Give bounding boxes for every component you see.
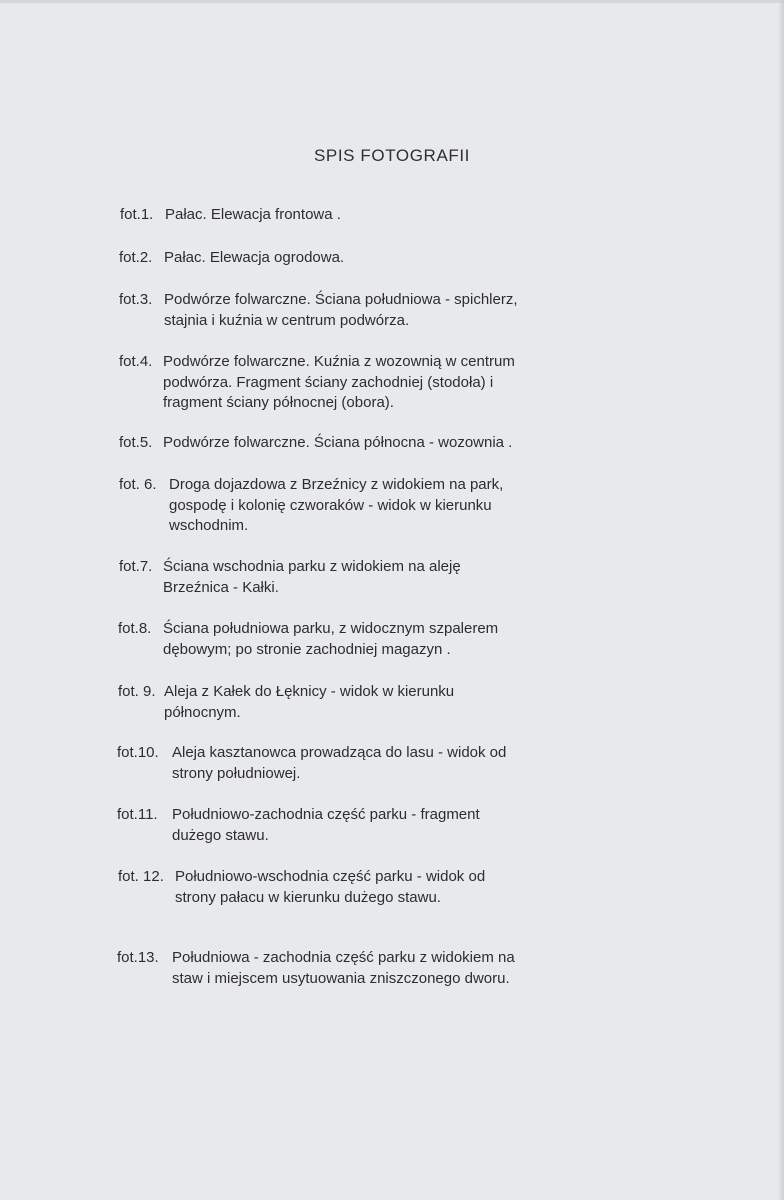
photo-number: fot. 6. bbox=[119, 476, 157, 493]
photo-number: fot.11. bbox=[117, 806, 158, 823]
photo-caption-line: Ściana wschodnia parku z widokiem na aleję bbox=[163, 558, 461, 575]
photo-caption-line: Brzeźnica - Kałki. bbox=[163, 578, 279, 596]
photo-caption-line: staw i miejscem usytuowania zniszczonego dworu. bbox=[172, 969, 510, 987]
photo-caption-line: dębowym; po stronie zachodniej magazyn . bbox=[163, 640, 451, 658]
photo-number: fot.1. bbox=[120, 206, 154, 223]
photo-caption-line: Południowa - zachodnia część parku z widokiem na bbox=[172, 949, 515, 966]
photo-caption-line: strony południowej. bbox=[172, 764, 301, 782]
photo-caption-line: gospodę i kolonię czworaków - widok w kierunku bbox=[169, 496, 492, 514]
page-top-edge bbox=[0, 0, 784, 3]
photo-caption-line: Podwórze folwarczne. Ściana południowa - spichlerz, bbox=[164, 291, 518, 308]
photo-caption-line: Aleja z Kałek do Łęknicy - widok w kierunku bbox=[164, 683, 455, 700]
photo-caption-line: podwórza. Fragment ściany zachodniej (stodoła) i bbox=[163, 373, 494, 391]
page-title: SPIS FOTOGRAFII bbox=[313, 146, 471, 165]
photo-number: fot.3. bbox=[119, 291, 153, 308]
photo-number: fot.8. bbox=[118, 620, 152, 637]
photo-caption-line: Ściana południowa parku, z widocznym szpalerem bbox=[163, 620, 499, 637]
photo-caption-line: Pałac. Elewacja ogrodowa. bbox=[164, 249, 345, 266]
page-right-edge bbox=[778, 0, 784, 1200]
photo-number: fot.4. bbox=[119, 353, 153, 370]
photo-number: fot.2. bbox=[119, 249, 153, 266]
photo-caption-line: Aleja kasztanowca prowadząca do lasu - widok od bbox=[172, 744, 507, 761]
photo-caption-line: strony pałacu w kierunku dużego stawu. bbox=[175, 888, 441, 906]
photo-number: fot. 12. bbox=[118, 868, 164, 885]
photo-number: fot.13. bbox=[117, 949, 159, 966]
photo-caption-line: fragment ściany północnej (obora). bbox=[163, 394, 394, 411]
photo-number: fot. 9. bbox=[118, 683, 156, 700]
photo-caption-line: północnym. bbox=[164, 703, 241, 721]
photo-caption-line: Pałac. Elewacja frontowa . bbox=[165, 206, 341, 223]
photo-caption-line: Droga dojazdowa z Brzeźnicy z widokiem na park, bbox=[169, 476, 504, 493]
photo-caption-line: stajnia i kuźnia w centrum podwórza. bbox=[164, 311, 410, 329]
photo-caption-line: dużego stawu. bbox=[172, 826, 269, 844]
photo-number: fot.7. bbox=[119, 558, 153, 575]
photo-caption-line: wschodnim. bbox=[169, 517, 249, 534]
photo-caption-line: Południowo-zachodnia część parku - fragment bbox=[172, 806, 480, 823]
photo-caption-line: Południowo-wschodnia część parku - widok od bbox=[175, 868, 486, 885]
photo-caption-line: Podwórze folwarczne. Kuźnia z wozownią w centrum bbox=[163, 353, 515, 370]
photo-caption-line: Podwórze folwarczne. Ściana północna - wozownia . bbox=[163, 434, 513, 451]
photo-number: fot.5. bbox=[119, 434, 153, 451]
photo-number: fot.10. bbox=[117, 744, 159, 761]
